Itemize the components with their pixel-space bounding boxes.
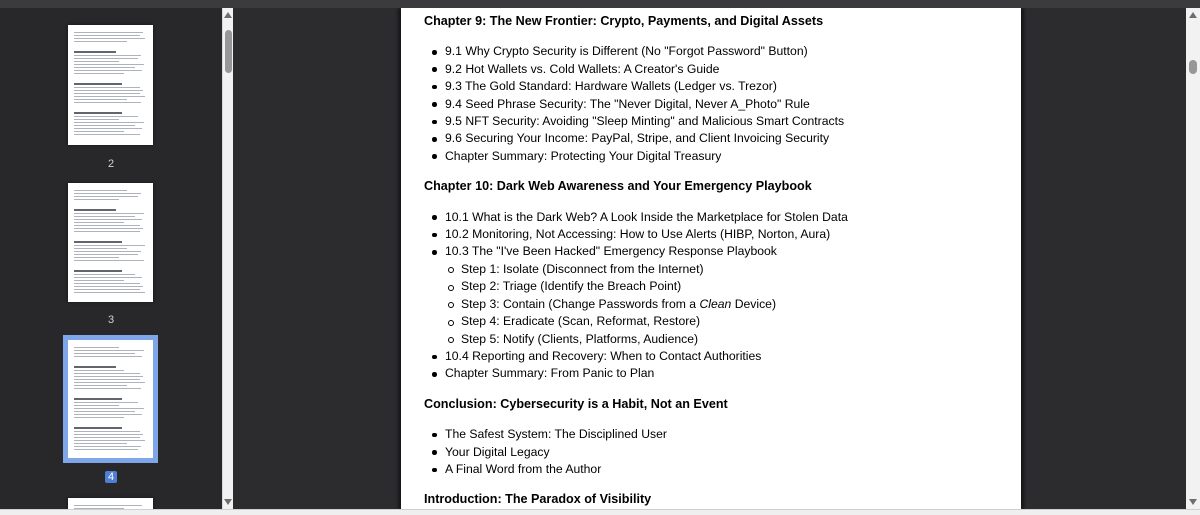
- document-page-content: [401, 8, 1021, 509]
- toc-item: 9.6 Securing Your Income: PayPal, Stripe, and Client Invoicing Security: [424, 130, 1011, 147]
- section-heading: Chapter 10: Dark Web Awareness and Your Emergency Playbook: [424, 179, 812, 194]
- toc-item: Step 3: Contain (Change Passwords from a Clean Device): [424, 296, 1011, 313]
- toc-item: 10.4 Reporting and Recovery: When to Contact Authorities: [424, 348, 1011, 365]
- toc-list: [424, 426, 1011, 478]
- toc-list: [424, 209, 1011, 383]
- section-heading: Conclusion: Cybersecurity is a Habit, Not an Event: [424, 396, 728, 411]
- horizontal-scrollbar[interactable]: [0, 509, 1200, 515]
- page-thumbnail[interactable]: [68, 183, 153, 302]
- scroll-up-icon[interactable]: [1189, 12, 1197, 18]
- top-bar: [0, 0, 1200, 8]
- thumbnail-preview-lines: [74, 347, 147, 451]
- section-heading: Chapter 9: The New Frontier: Crypto, Payments, and Digital Assets: [424, 14, 824, 28]
- toc-item: A Final Word from the Author: [424, 461, 1011, 478]
- toc-item: Step 5: Notify (Clients, Platforms, Audience): [424, 331, 1011, 348]
- toc-item: 10.3 The "I've Been Hacked" Emergency Response Playbook: [424, 243, 1011, 260]
- toc-item: 9.3 The Gold Standard: Hardware Wallets (Ledger vs. Trezor): [424, 78, 1011, 95]
- scroll-down-icon[interactable]: [224, 499, 232, 505]
- toc-list: [424, 43, 1011, 165]
- thumbnail-page-number[interactable]: 2: [107, 158, 115, 170]
- document-scrollbar[interactable]: [1186, 8, 1200, 509]
- toc-item: 10.1 What is the Dark Web? A Look Inside the Marketplace for Stolen Data: [424, 209, 1011, 226]
- page-thumbnail[interactable]: [68, 340, 153, 458]
- page-thumbnail[interactable]: [68, 498, 153, 509]
- scroll-up-icon[interactable]: [224, 12, 232, 18]
- sidebar-scrollbar-thumb[interactable]: [225, 30, 232, 73]
- toc-item: 10.2 Monitoring, Not Accessing: How to Use Alerts (HIBP, Norton, Aura): [424, 226, 1011, 243]
- toc-item: Chapter Summary: From Panic to Plan: [424, 365, 1011, 382]
- thumbnail-page-number[interactable]: 3: [107, 314, 115, 326]
- document-scrollbar-thumb[interactable]: [1189, 60, 1197, 74]
- toc-item: 9.5 NFT Security: Avoiding "Sleep Minting" and Malicious Smart Contracts: [424, 113, 1011, 130]
- toc-item: Step 1: Isolate (Disconnect from the Internet): [424, 261, 1011, 278]
- thumbnail-preview-lines: [74, 190, 147, 295]
- thumbnail-sidebar: [0, 8, 222, 509]
- section-heading: Introduction: The Paradox of Visibility: [424, 492, 652, 507]
- toc-item: 9.4 Seed Phrase Security: The "Never Digital, Never A_Photo" Rule: [424, 96, 1011, 113]
- document-page: [401, 8, 1021, 509]
- toc-item: Step 4: Eradicate (Scan, Reformat, Restore): [424, 313, 1011, 330]
- toc-item: 9.2 Hot Wallets vs. Cold Wallets: A Creator's Guide: [424, 61, 1011, 78]
- toc-item: The Safest System: The Disciplined User: [424, 426, 1011, 443]
- toc-item: Step 2: Triage (Identify the Breach Point): [424, 278, 1011, 295]
- toc-item: 9.1 Why Crypto Security is Different (No "Forgot Password" Button): [424, 43, 1011, 60]
- scroll-down-icon[interactable]: [1189, 499, 1197, 505]
- toc-item: Your Digital Legacy: [424, 444, 1011, 461]
- sidebar-scrollbar[interactable]: [222, 8, 233, 509]
- thumbnail-page-number[interactable]: 4: [0, 471, 222, 483]
- page-thumbnail[interactable]: [68, 25, 153, 145]
- thumbnail-preview-lines: [74, 32, 147, 138]
- document-viewport: [233, 8, 1186, 509]
- toc-item: Chapter Summary: Protecting Your Digital Treasury: [424, 148, 1011, 165]
